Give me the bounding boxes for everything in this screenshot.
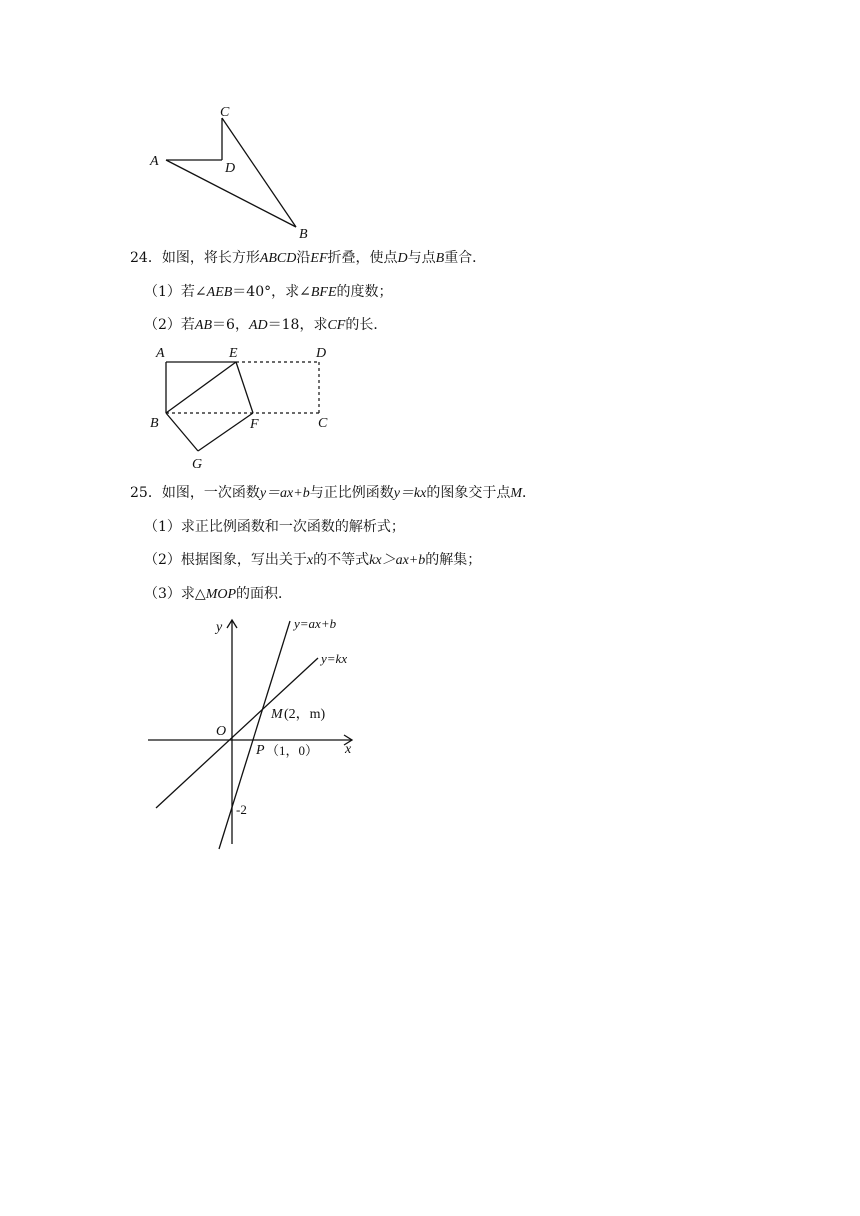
segment-ef (236, 362, 253, 413)
q25-stem: 25．如图，一次函数y＝ax+b与正比例函数y＝kx的图象交于点M． (130, 485, 537, 501)
axis-label-x: x (345, 742, 352, 757)
label-line-ax-b: y=ax+b (294, 616, 337, 631)
label-f: F (250, 417, 259, 432)
label-c: C (318, 416, 328, 431)
label-point-p-coord: （1，0） (266, 743, 319, 758)
label-g: G (192, 457, 203, 472)
label-c: C (220, 105, 230, 120)
label-origin: O (216, 724, 227, 739)
label-a: A (150, 154, 159, 169)
q24-part2: （2）若AB＝6，AD＝18，求CF的长． (144, 317, 388, 333)
label-e: E (229, 346, 238, 361)
line-y-ax-b (219, 621, 290, 849)
q24-stem: 24．如图，将长方形ABCD沿EF折叠，使点D与点B重合． (130, 250, 487, 266)
label-point-m-coord: (2，m) (284, 707, 326, 722)
figure-q23 (140, 100, 330, 245)
label-b: B (299, 227, 308, 242)
label-y-intercept: -2 (236, 802, 247, 817)
label-d: D (316, 346, 327, 361)
q25-number: 25． (130, 485, 162, 501)
label-point-m: M (271, 707, 283, 722)
q25-part2: （2）根据图象，写出关于x的不等式kx＞ax+b的解集； (144, 552, 482, 568)
segment-be (166, 362, 236, 413)
figure-q24 (140, 340, 350, 475)
label-point-p: P (256, 743, 265, 758)
label-b: B (150, 416, 159, 431)
figure-q25-graph (140, 612, 370, 852)
q24-number: 24． (130, 250, 162, 266)
segment-gf (198, 413, 253, 451)
q25-part3: （3）求△MOP的面积． (144, 586, 293, 602)
label-d: D (225, 161, 236, 176)
q25-part1: （1）求正比例函数和一次函数的解析式； (144, 519, 405, 535)
segment-bg (166, 413, 198, 451)
line-y-kx (156, 658, 318, 808)
q24-part1: （1）若∠AEB＝40°，求∠BFE的度数； (144, 284, 393, 300)
axis-label-y: y (216, 620, 223, 635)
label-a: A (156, 346, 165, 361)
label-line-kx: y=kx (321, 651, 348, 666)
